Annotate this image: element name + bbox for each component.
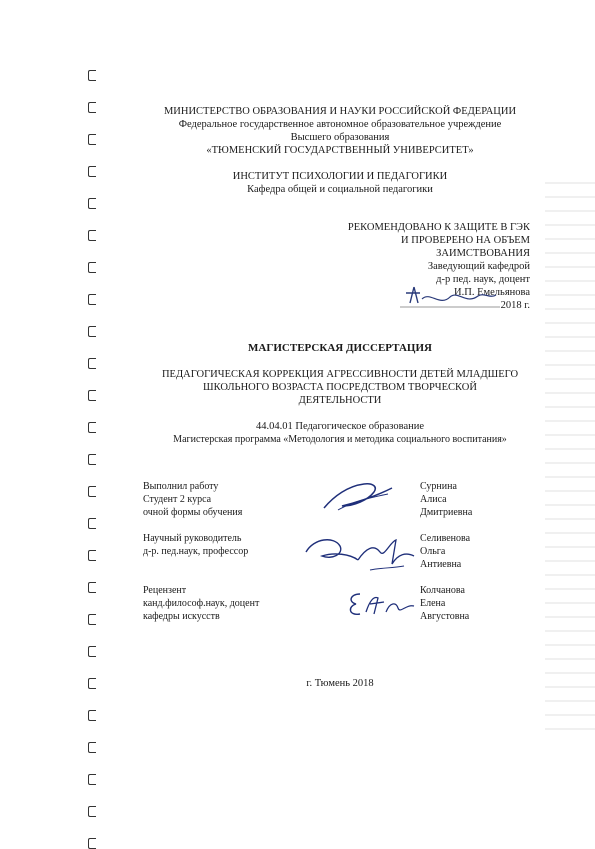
supervisor-patronymic: Антиевна: [420, 559, 462, 570]
program-name: Магистерская программа «Методология и методика социального воспитания»: [173, 434, 507, 445]
show-through-text: [545, 170, 595, 730]
reviewer-patronymic: Августовна: [420, 611, 470, 622]
institution-type-2: Высшего образования: [290, 132, 390, 143]
reviewer-role-1: Рецензент: [143, 585, 187, 596]
author-surname: Сурнина: [420, 481, 457, 492]
head-degree: д-р пед. наук, доцент: [436, 274, 530, 285]
thesis-title-2: ШКОЛЬНОГО ВОЗРАСТА ПОСРЕДСТВОМ ТВОРЧЕСКОЙ: [203, 382, 477, 393]
approval-line-3: ЗАИМСТВОВАНИЯ: [436, 248, 530, 259]
approval-line-1: РЕКОМЕНДОВАНО К ЗАЩИТЕ В ГЭК: [347, 222, 530, 233]
department-name: Кафедра общей и социальной педагогики: [247, 184, 433, 195]
thesis-type: МАГИСТЕРСКАЯ ДИССЕРТАЦИЯ: [248, 342, 432, 354]
head-signature-and-date: [400, 281, 500, 311]
city-year: г. Тюмень 2018: [306, 678, 374, 689]
author-role-2: Студент 2 курса: [143, 494, 212, 505]
reviewer-first-name: Елена: [420, 598, 446, 609]
university-name: «ТЮМЕНСКИЙ ГОСУДАРСТВЕННЫЙ УНИВЕРСИТЕТ»: [206, 145, 474, 156]
author-role-1: Выполнил работу: [143, 481, 219, 492]
institute-name: ИНСТИТУТ ПСИХОЛОГИИ И ПЕДАГОГИКИ: [232, 171, 448, 182]
thesis-title-1: ПЕДАГОГИЧЕСКАЯ КОРРЕКЦИЯ АГРЕССИВНОСТИ ДЕТЕЙ МЛАДШЕГО: [161, 369, 519, 380]
supervisor-role-1: Научный руководитель: [143, 533, 242, 544]
thesis-title-3: ДЕЯТЕЛЬНОСТИ: [298, 395, 382, 406]
approval-date: 2018 г.: [500, 300, 530, 311]
binding-spiral: [88, 70, 98, 830]
head-name: И.П. Емельянова: [454, 287, 530, 298]
reviewer-surname: Колчанова: [420, 585, 465, 596]
head-role: Заведующий кафедрой: [427, 261, 530, 272]
ministry: МИНИСТЕРСТВО ОБРАЗОВАНИЯ И НАУКИ РОССИЙСКОЙ ФЕДЕРАЦИИ: [163, 106, 517, 117]
institution-type-1: Федеральное государственное автономное образовательное учреждение: [178, 119, 502, 130]
author-patronymic: Дмитриевна: [420, 507, 473, 518]
reviewer-role-2: канд.философ.наук, доцент: [143, 598, 260, 609]
supervisor-first-name: Ольга: [420, 546, 446, 557]
author-role-3: очной формы обучения: [143, 507, 243, 518]
supervisor-surname: Селивенова: [420, 533, 471, 544]
supervisor-signature: [300, 530, 420, 578]
supervisor-role-2: д-р. пед.наук, профессор: [143, 546, 249, 557]
reviewer-role-3: кафедры искусств: [143, 611, 220, 622]
approval-line-2: И ПРОВЕРЕНО НА ОБЪЕМ: [401, 235, 530, 246]
reviewer-signature: [340, 588, 420, 622]
field-of-study: 44.04.01 Педагогическое образование: [255, 421, 424, 432]
author-signature: [318, 476, 398, 516]
author-first-name: Алиса: [420, 494, 447, 505]
